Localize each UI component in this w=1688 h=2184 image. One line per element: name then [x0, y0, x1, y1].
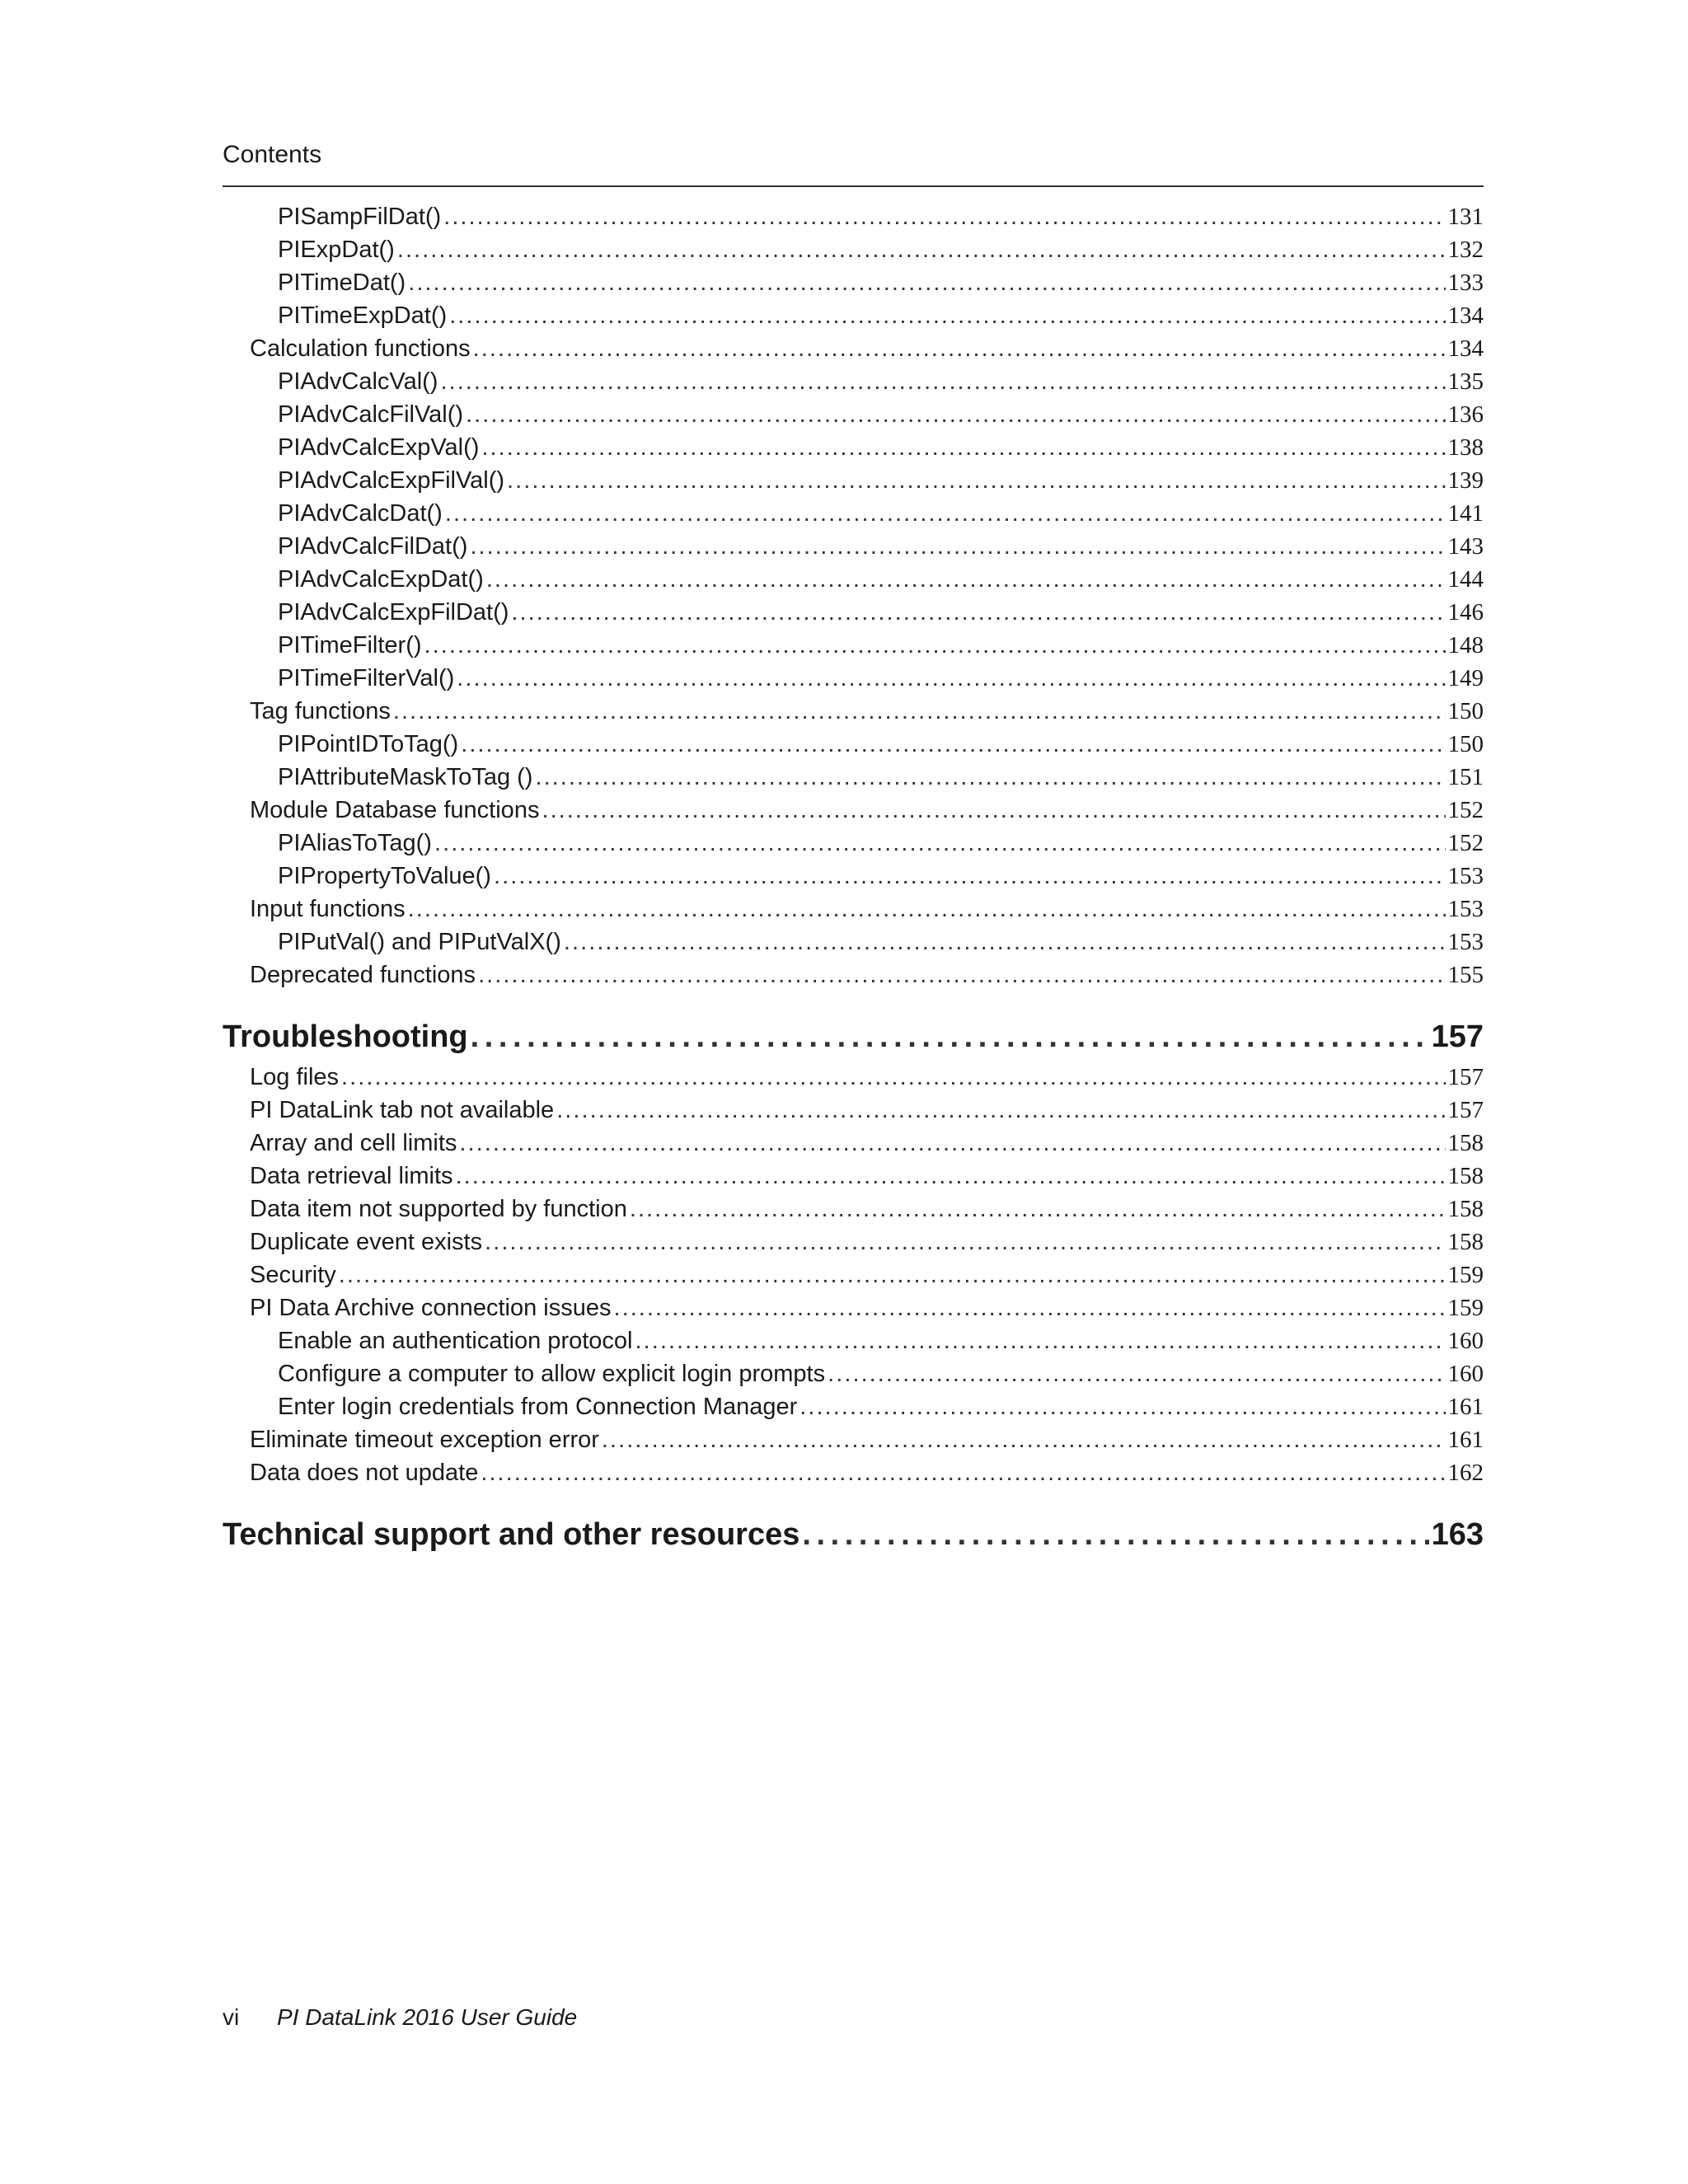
toc-entry-page-number: 138 [1447, 434, 1484, 461]
toc-entry-title: Data retrieval limits [250, 1163, 453, 1189]
toc-entry-title: PITimeFilter() [278, 632, 422, 658]
dot-leader [471, 1015, 1429, 1059]
toc-entry[interactable] [223, 1094, 1484, 1127]
toc-entry-title: PITimeFilterVal() [278, 665, 455, 691]
page-footer [223, 2001, 577, 2034]
toc-entry-title: Array and cell limits [250, 1130, 457, 1156]
dot-leader [434, 827, 1446, 860]
toc-entry[interactable] [223, 563, 1484, 596]
toc-entry[interactable] [223, 1127, 1484, 1160]
dot-leader [828, 1357, 1445, 1390]
toc-entry-page-number: 131 [1447, 204, 1484, 230]
dot-leader [535, 761, 1445, 794]
toc-entry-title: Eliminate timeout exception error [250, 1427, 599, 1453]
toc-entry-page-number: 141 [1447, 500, 1484, 527]
toc-entry-title: Data does not update [250, 1460, 479, 1486]
toc-entry-title: Enter login credentials from Connection Manager [278, 1394, 798, 1420]
toc-entry[interactable] [223, 1193, 1484, 1226]
toc-entry[interactable] [223, 530, 1484, 563]
toc-entry[interactable] [223, 299, 1484, 332]
toc-entry[interactable] [223, 629, 1484, 662]
toc-entry-page-number: 158 [1447, 1196, 1484, 1222]
toc-entry[interactable] [223, 1357, 1484, 1390]
toc-entry-page-number: 158 [1447, 1229, 1484, 1255]
toc-entry-title: PIAliasToTag() [278, 830, 432, 856]
toc-entry-page-number: 159 [1447, 1295, 1484, 1321]
toc-entry-page-number: 157 [1447, 1064, 1484, 1090]
toc-entry-page-number: 133 [1447, 269, 1484, 296]
toc-entry-page-number: 150 [1447, 698, 1484, 724]
toc-entry-title: PIAdvCalcFilVal() [278, 401, 464, 428]
toc-entry-page-number: 139 [1447, 467, 1484, 494]
toc-entry[interactable] [223, 794, 1484, 827]
toc-entry-page-number: 152 [1447, 797, 1484, 823]
dot-leader [449, 299, 1445, 332]
dot-leader [481, 1456, 1445, 1489]
toc-entry-page-number: 136 [1447, 401, 1484, 428]
toc-entry-page-number: 157 [1431, 1019, 1484, 1054]
toc-entry-page-number: 150 [1447, 731, 1484, 757]
toc-entry-title: Input functions [250, 896, 406, 922]
toc-entry-title: Technical support and other resources [223, 1517, 800, 1552]
dot-leader [393, 695, 1446, 728]
toc-entry[interactable] [223, 1390, 1484, 1423]
dot-leader [494, 860, 1446, 893]
toc-entry-title: Tag functions [250, 698, 391, 724]
toc-entry-page-number: 161 [1447, 1394, 1484, 1420]
toc-entry[interactable] [223, 398, 1484, 431]
toc-entry-page-number: 134 [1447, 335, 1484, 362]
dot-leader [445, 497, 1446, 530]
dot-leader [459, 1127, 1445, 1160]
toc-entry-title: PIAdvCalcExpDat() [278, 566, 484, 593]
toc-entry-title: Deprecated functions [250, 962, 476, 988]
toc-chapter-entry[interactable] [223, 1512, 1484, 1557]
dot-leader [339, 1258, 1446, 1291]
toc-entry[interactable] [223, 958, 1484, 991]
toc-entry-page-number: 153 [1447, 863, 1484, 889]
dot-leader [613, 1291, 1445, 1324]
toc-entry[interactable] [223, 596, 1484, 629]
dot-leader [443, 200, 1445, 233]
dot-leader [457, 662, 1445, 695]
toc-entry[interactable] [223, 1456, 1484, 1489]
toc-entry[interactable] [223, 431, 1484, 464]
toc-entry-page-number: 162 [1447, 1460, 1484, 1486]
toc-entry-title: PIExpDat() [278, 237, 395, 263]
table-of-contents [223, 200, 1484, 1558]
toc-entry[interactable] [223, 926, 1484, 958]
toc-entry[interactable] [223, 497, 1484, 530]
toc-entry-title: Duplicate event exists [250, 1229, 483, 1255]
toc-entry-title: PI DataLink tab not available [250, 1097, 555, 1123]
toc-entry[interactable] [223, 365, 1484, 398]
toc-entry[interactable] [223, 200, 1484, 233]
dot-leader [630, 1193, 1446, 1226]
dot-leader [511, 596, 1445, 629]
toc-entry-title: PIAdvCalcVal() [278, 368, 438, 395]
toc-entry-page-number: 158 [1447, 1130, 1484, 1156]
dot-leader [424, 629, 1446, 662]
toc-entry[interactable] [223, 464, 1484, 497]
dot-leader [478, 958, 1445, 991]
dot-leader [564, 926, 1446, 958]
toc-entry-page-number: 148 [1447, 632, 1484, 658]
header-divider [223, 185, 1484, 187]
toc-entry-title: Configure a computer to allow explicit login prompts [278, 1361, 826, 1387]
dot-leader [635, 1324, 1445, 1357]
footer-guide-title: PI DataLink 2016 User Guide [277, 2004, 578, 2030]
toc-entry-title: Calculation functions [250, 335, 471, 362]
toc-entry[interactable] [223, 233, 1484, 266]
toc-entry-page-number: 134 [1447, 302, 1484, 329]
toc-entry[interactable] [223, 695, 1484, 728]
toc-entry[interactable] [223, 1258, 1484, 1291]
toc-entry-page-number: 160 [1447, 1361, 1484, 1387]
toc-entry-title: PIAdvCalcDat() [278, 500, 443, 527]
toc-entry[interactable] [223, 1061, 1484, 1094]
dot-leader [802, 1512, 1428, 1557]
toc-entry[interactable] [223, 761, 1484, 794]
toc-entry-title: Log files [250, 1064, 340, 1090]
toc-entry[interactable] [223, 662, 1484, 695]
toc-entry-page-number: 161 [1447, 1427, 1484, 1453]
toc-entry-page-number: 163 [1431, 1517, 1484, 1552]
toc-entry-page-number: 158 [1447, 1163, 1484, 1189]
dot-leader [341, 1061, 1445, 1094]
dot-leader [456, 1160, 1446, 1193]
dot-leader [507, 464, 1445, 497]
toc-entry-title: PIAttributeMaskToTag () [278, 764, 533, 790]
dot-leader [408, 893, 1446, 926]
toc-entry-title: PITimeExpDat() [278, 302, 448, 329]
toc-entry[interactable] [223, 1160, 1484, 1193]
toc-entry-page-number: 146 [1447, 599, 1484, 626]
toc-entry[interactable] [223, 860, 1484, 893]
toc-entry[interactable] [223, 1324, 1484, 1357]
dot-leader [461, 728, 1445, 761]
dot-leader [542, 794, 1445, 827]
dot-leader [556, 1094, 1445, 1127]
dot-leader [466, 398, 1445, 431]
toc-entry-title: Enable an authentication protocol [278, 1328, 633, 1354]
dot-leader [408, 266, 1445, 299]
toc-entry-page-number: 153 [1447, 929, 1484, 955]
toc-entry[interactable] [223, 827, 1484, 860]
dot-leader [481, 431, 1445, 464]
toc-entry[interactable] [223, 728, 1484, 761]
toc-entry-page-number: 144 [1447, 566, 1484, 593]
toc-entry-title: PIPropertyToValue() [278, 863, 491, 889]
toc-entry-title: PIAdvCalcFilDat() [278, 533, 468, 560]
toc-entry[interactable] [223, 893, 1484, 926]
dot-leader [470, 530, 1445, 563]
dot-leader [440, 365, 1445, 398]
toc-entry-page-number: 151 [1447, 764, 1484, 790]
toc-entry-page-number: 155 [1447, 962, 1484, 988]
dot-leader [473, 332, 1446, 365]
toc-entry-page-number: 132 [1447, 237, 1484, 263]
toc-entry[interactable] [223, 1423, 1484, 1456]
toc-entry-title: PISampFilDat() [278, 204, 442, 230]
toc-entry-page-number: 152 [1447, 830, 1484, 856]
toc-entry-title: Security [250, 1262, 336, 1288]
toc-entry-title: PI Data Archive connection issues [250, 1295, 612, 1321]
toc-entry-title: PIAdvCalcExpFilDat() [278, 599, 509, 626]
toc-entry[interactable] [223, 1291, 1484, 1324]
toc-entry[interactable] [223, 1226, 1484, 1258]
toc-entry-page-number: 149 [1447, 665, 1484, 691]
toc-entry-page-number: 159 [1447, 1262, 1484, 1288]
toc-entry-title: Module Database functions [250, 797, 540, 823]
toc-entry-page-number: 135 [1447, 368, 1484, 395]
dot-leader [485, 1226, 1445, 1258]
toc-entry-title: PIPutVal() and PIPutValX() [278, 929, 561, 955]
toc-entry-page-number: 160 [1447, 1328, 1484, 1354]
toc-entry[interactable] [223, 332, 1484, 365]
toc-entry-title: Data item not supported by function [250, 1196, 627, 1222]
toc-entry-title: PITimeDat() [278, 269, 406, 296]
toc-entry-page-number: 157 [1447, 1097, 1484, 1123]
toc-entry-page-number: 143 [1447, 533, 1484, 560]
dot-leader [486, 563, 1446, 596]
page-header: Contents [223, 141, 322, 168]
toc-chapter-entry[interactable] [223, 1015, 1484, 1059]
toc-entry-title: PIPointIDToTag() [278, 731, 459, 757]
toc-entry-page-number: 153 [1447, 896, 1484, 922]
footer-page-number: vi [223, 2004, 240, 2030]
toc-entry-title: PIAdvCalcExpVal() [278, 434, 480, 461]
toc-entry-title: PIAdvCalcExpFilVal() [278, 467, 505, 494]
dot-leader [397, 233, 1446, 266]
toc-entry[interactable] [223, 266, 1484, 299]
dot-leader [799, 1390, 1445, 1423]
dot-leader [602, 1423, 1446, 1456]
toc-entry-title: Troubleshooting [223, 1019, 468, 1054]
